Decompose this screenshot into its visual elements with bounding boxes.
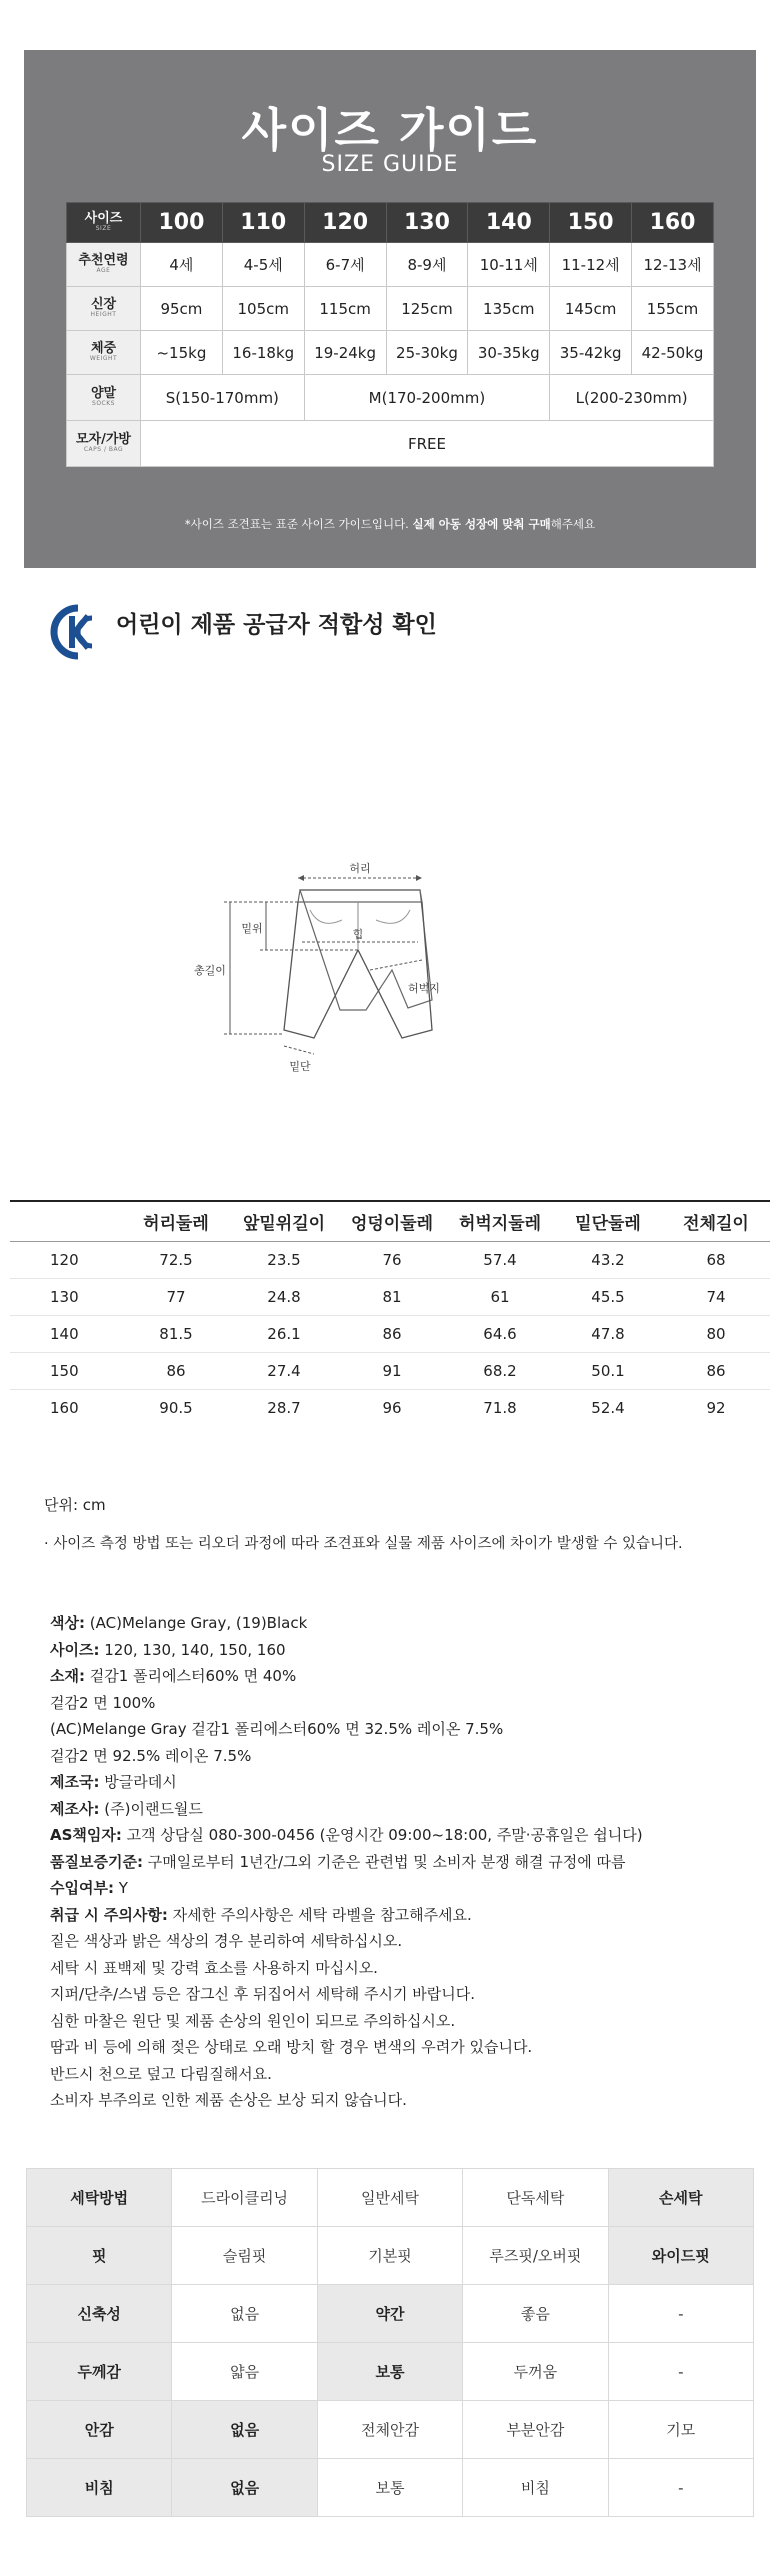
weight-cell: 35-42kg (550, 331, 632, 375)
measurement-header: 밑단둘레 (554, 1201, 662, 1241)
kc-certification-text: 어린이 제품 공급자 적합성 확인 (116, 612, 437, 638)
spec-warranty: 품질보증기준: 구매일로부터 1년간/그외 기준은 관련법 및 소비자 분쟁 해결 규정에 따름 (50, 1852, 626, 1871)
spec-import: 수입여부: Y (50, 1879, 128, 1897)
measurement-note: · 사이즈 측정 방법 또는 리오더 과정에 따라 조견표와 실물 제품 사이즈에 차이가 발생할 수 있습니다. (44, 1536, 683, 1552)
age-cell: 10-11세 (468, 243, 550, 287)
table-row (10, 1241, 770, 1278)
hem-label: 밑단 (289, 1060, 311, 1073)
measurement-header: 허리둘레 (122, 1201, 230, 1241)
age-cell: 11-12세 (550, 243, 632, 287)
table-cell: 120 (10, 1241, 122, 1278)
table-cell: 57.4 (446, 1241, 554, 1278)
height-cell: 155cm (632, 287, 714, 331)
table-row (10, 1278, 770, 1315)
thigh-label: 허벅지 (408, 982, 440, 995)
attribute-row (27, 2285, 754, 2343)
caps-header: 모자/가방 CAPS / BAG (67, 421, 141, 467)
age-cell: 6-7세 (304, 243, 386, 287)
age-cell: 4세 (141, 243, 223, 287)
attribute-option: 드라이클리닝 (172, 2169, 317, 2227)
attribute-option: 부분안감 (463, 2401, 608, 2459)
attribute-option: 보통 (317, 2343, 462, 2401)
product-attribute-table (26, 2168, 754, 2517)
weight-cell: ~15kg (141, 331, 223, 375)
age-header: 추천연령 AGE (67, 243, 141, 287)
table-cell: 81 (338, 1278, 446, 1315)
socks-cell: L(200-230mm) (550, 375, 714, 421)
attribute-option: 보통 (317, 2459, 462, 2517)
attribute-option: 와이드핏 (608, 2227, 753, 2285)
attribute-label: 두께감 (27, 2343, 172, 2401)
attribute-option: - (608, 2285, 753, 2343)
table-cell: 86 (122, 1352, 230, 1389)
table-cell: 72.5 (122, 1241, 230, 1278)
attribute-row (27, 2459, 754, 2517)
height-row (67, 287, 714, 331)
size-cell: 120 (304, 203, 386, 243)
attribute-option: 슬림핏 (172, 2227, 317, 2285)
table-cell: 71.8 (483, 1398, 517, 1417)
table-cell: 24.8 (230, 1278, 338, 1315)
caps-row (67, 421, 714, 467)
spec-material: 소재: 겉감1 폴리에스터60% 면 40% (50, 1667, 297, 1685)
table-cell: 150 (10, 1352, 122, 1389)
table-row (10, 1352, 770, 1389)
size-guide-subtitle: SIZE GUIDE (321, 152, 459, 177)
attribute-option: 없음 (172, 2401, 317, 2459)
size-guide-note: *사이즈 조견표는 표준 사이즈 가이드입니다. 실제 아동 성장에 맞춰 구매해주세요 (184, 517, 596, 531)
size-cell: 160 (632, 203, 714, 243)
size-guide-title: 사이즈 가이드 (241, 103, 539, 157)
age-row (67, 243, 714, 287)
attribute-option: - (608, 2459, 753, 2517)
size-guide-panel (24, 50, 756, 568)
care-line: 반드시 천으로 덮고 다림질해서요. (50, 2064, 272, 2083)
spec-care: 취급 시 주의사항: 자세한 주의사항은 세탁 라벨을 참고해주세요. (50, 1905, 472, 1924)
attribute-option: - (608, 2343, 753, 2401)
table-cell: 26.1 (230, 1315, 338, 1352)
spec-material-line: 겉감2 면 92.5% 레이온 7.5% (50, 1746, 252, 1765)
socks-header: 양말 SOCKS (67, 375, 141, 421)
height-cell: 125cm (386, 287, 468, 331)
attribute-option: 얇음 (172, 2343, 317, 2401)
table-cell: 140 (10, 1315, 122, 1352)
size-cell: 110 (222, 203, 304, 243)
table-row (10, 1315, 770, 1352)
socks-cell: M(170-200mm) (304, 375, 550, 421)
measurement-header-row (10, 1201, 770, 1241)
table-cell: 80 (662, 1315, 770, 1352)
care-line: 심한 마찰은 원단 및 제품 손상의 원인이 되므로 주의하십시오. (50, 2011, 456, 2030)
spec-as-contact: AS책임자: 고객 상담실 080-300-0456 (운영시간 09:00~18:00, 주말·공휴일은 쉽니다) (50, 1826, 643, 1844)
table-cell: 130 (10, 1278, 122, 1315)
height-cell: 145cm (550, 287, 632, 331)
attribute-option: 비침 (463, 2459, 608, 2517)
weight-cell: 25-30kg (386, 331, 468, 375)
attribute-label: 핏 (27, 2227, 172, 2285)
care-line: 짙은 색상과 밝은 색상의 경우 분리하여 세탁하십시오. (50, 1932, 403, 1950)
size-header-cell: 사이즈 SIZE (67, 203, 141, 243)
attribute-row (27, 2401, 754, 2459)
unit-label: 단위: cm (44, 1496, 106, 1514)
attribute-option: 없음 (172, 2285, 317, 2343)
table-cell: 86 (338, 1315, 446, 1352)
spec-origin: 제조국: 방글라데시 (50, 1773, 177, 1791)
table-cell: 90.5 (159, 1398, 193, 1417)
attribute-option: 단독세탁 (463, 2169, 608, 2227)
attribute-row (27, 2169, 754, 2227)
table-cell: 52.4 (591, 1398, 625, 1417)
care-line: 세탁 시 표백제 및 강력 효소를 사용하지 마십시오. (50, 1958, 378, 1977)
attribute-row (27, 2227, 754, 2285)
spec-color: 색상: (AC)Melange Gray, (19)Black (50, 1614, 308, 1632)
table-cell: 74 (662, 1278, 770, 1315)
attribute-option: 손세탁 (608, 2169, 753, 2227)
table-cell: 27.4 (230, 1352, 338, 1389)
measurement-header: 허벅지둘레 (446, 1201, 554, 1241)
height-header: 신장 HEIGHT (67, 287, 141, 331)
weight-row (67, 331, 714, 375)
attribute-row (27, 2343, 754, 2401)
size-cell: 130 (386, 203, 468, 243)
age-cell: 8-9세 (386, 243, 468, 287)
shorts-measurement-diagram (190, 850, 510, 1080)
weight-cell: 30-35kg (468, 331, 550, 375)
kc-mark-icon (48, 602, 98, 662)
size-cell: 100 (141, 203, 223, 243)
care-line: 소비자 부주의로 인한 제품 손상은 보상 되지 않습니다. (50, 2091, 407, 2109)
spec-maker: 제조사: (주)이랜드월드 (50, 1799, 203, 1818)
table-cell: 81.5 (122, 1315, 230, 1352)
table-cell: 68 (662, 1241, 770, 1278)
attribute-label: 세탁방법 (27, 2169, 172, 2227)
weight-header: 체중 WEIGHT (67, 331, 141, 375)
table-cell: 68.2 (446, 1352, 554, 1389)
height-cell: 115cm (304, 287, 386, 331)
measurement-table (10, 1200, 770, 1426)
attribute-option: 기본핏 (317, 2227, 462, 2285)
table-cell: 86 (662, 1352, 770, 1389)
attribute-option: 전체안감 (317, 2401, 462, 2459)
hip-label: 힙 (352, 928, 364, 941)
size-header-row (67, 203, 714, 243)
socks-cell: S(150-170mm) (141, 375, 305, 421)
table-cell: 160 (50, 1398, 79, 1417)
product-spec-list (50, 1610, 770, 2114)
measurement-header: 전체길이 (662, 1201, 770, 1241)
spec-size: 사이즈: 120, 130, 140, 150, 160 (50, 1640, 286, 1659)
weight-cell: 16-18kg (222, 331, 304, 375)
attribute-option: 일반세탁 (317, 2169, 462, 2227)
care-line: 땀과 비 등에 의해 젖은 상태로 오래 방치 할 경우 변색의 우려가 있습니다. (50, 2038, 533, 2056)
table-cell: 77 (122, 1278, 230, 1315)
socks-row (67, 375, 714, 421)
care-line: 지퍼/단추/스냅 등은 잠그신 후 뒤집어서 세탁해 주시기 바랍니다. (50, 1985, 475, 2003)
weight-cell: 42-50kg (632, 331, 714, 375)
attribute-option: 루즈핏/오버핏 (463, 2227, 608, 2285)
size-guide-table (66, 202, 714, 467)
waist-label: 허리 (349, 862, 371, 875)
height-cell: 105cm (222, 287, 304, 331)
table-cell: 47.8 (554, 1315, 662, 1352)
table-cell: 76 (338, 1241, 446, 1278)
caps-cell: FREE (141, 421, 714, 467)
size-cell: 140 (468, 203, 550, 243)
table-cell: 50.1 (554, 1352, 662, 1389)
height-cell: 95cm (141, 287, 223, 331)
measurement-header (10, 1201, 122, 1241)
table-row (10, 1389, 770, 1426)
table-cell: 92 (706, 1398, 726, 1417)
total-length-label: 총길이 (194, 964, 226, 977)
weight-cell: 19-24kg (304, 331, 386, 375)
table-cell: 91 (338, 1352, 446, 1389)
attribute-label: 신축성 (27, 2285, 172, 2343)
rise-label: 밑위 (241, 922, 263, 935)
spec-material-line: (AC)Melange Gray 겉감1 폴리에스터60% 면 32.5% 레이온 7.5% (50, 1720, 504, 1738)
table-cell: 96 (382, 1398, 402, 1417)
measurement-header: 앞밑위길이 (230, 1201, 338, 1241)
attribute-label: 비침 (27, 2459, 172, 2517)
attribute-option: 기모 (608, 2401, 753, 2459)
height-cell: 135cm (468, 287, 550, 331)
table-cell: 23.5 (230, 1241, 338, 1278)
attribute-option: 없음 (172, 2459, 317, 2517)
age-cell: 4-5세 (222, 243, 304, 287)
age-cell: 12-13세 (632, 243, 714, 287)
table-cell: 61 (446, 1278, 554, 1315)
table-cell: 43.2 (554, 1241, 662, 1278)
measurement-header: 엉덩이둘레 (338, 1201, 446, 1241)
table-cell: 28.7 (267, 1398, 301, 1417)
size-cell: 150 (550, 203, 632, 243)
attribute-label: 안감 (27, 2401, 172, 2459)
attribute-option: 두꺼움 (463, 2343, 608, 2401)
attribute-option: 약간 (317, 2285, 462, 2343)
table-cell: 64.6 (446, 1315, 554, 1352)
attribute-option: 좋음 (463, 2285, 608, 2343)
spec-material-line: 겉감2 면 100% (50, 1693, 156, 1712)
table-cell: 45.5 (554, 1278, 662, 1315)
